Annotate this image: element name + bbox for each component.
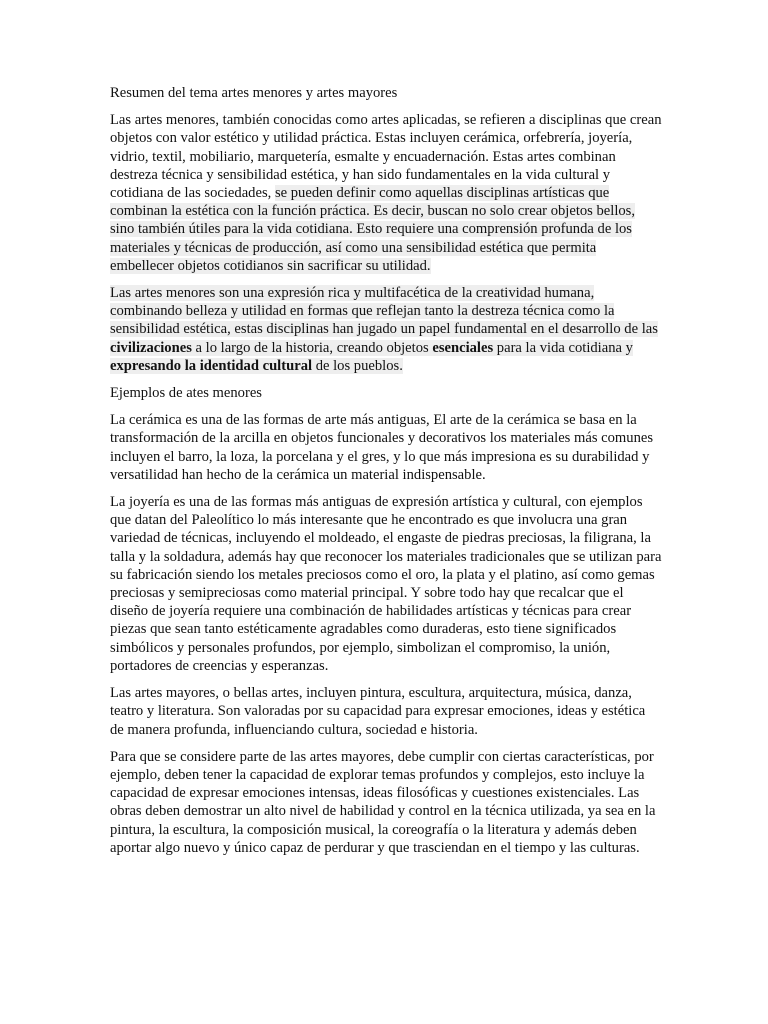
paragraph-ceramica: La cerámica es una de las formas de arte más antiguas, El arte de la cerámica se basa en la transformación de la arcilla en objetos funcionales y decorativos los materiales más comunes incluyen el barro, la loza, la porcelana y el gres, y lo que más impresiona es su durabilidad y versatilidad han hecho de la cerámica un material indispensable. <box>110 412 654 483</box>
paragraph-text-part: Las artes menores son una expresión rica y multifacética de la creatividad humana, combinando belleza y utilidad en formas que reflejan tanto la destreza técnica como la sensibilidad estética, estas disciplinas han jugado un papel fundamental en el desarrollo de las <box>110 285 658 338</box>
bold-term-identidad-cultural: expresando la identidad cultural <box>110 357 313 374</box>
section-heading-ejemplos: Ejemplos de ates menores <box>110 385 262 402</box>
bold-term-civilizaciones: civilizaciones <box>110 339 192 356</box>
paragraph-artes-menores-expresion <box>110 284 662 375</box>
paragraph-text: Las artes menores, también conocidas como artes aplicadas, se refieren a disciplinas que crean objetos con valor estético y utilidad práctica. Estas incluyen cerámica, orfebrería, joyería, vidrio, textil, mobiliario, marquetería, esmalte y encuadernación. Estas artes combinan destreza técnica y sensibilidad estética, y han sido fundamentales en la vida cultural y cotidiana de las sociedades, <box>110 112 662 202</box>
document-title: Resumen del tema artes menores y artes mayores <box>110 85 398 101</box>
bold-term-esenciales: esenciales <box>432 339 494 356</box>
paragraph-caracteristicas: Para que se considere parte de las artes mayores, debe cumplir con ciertas características, por ejemplo, deben tener la capacidad de explorar temas profundos y complejos, esto incluye la capacidad de expresar emociones intensas, ideas filosóficas y cuestiones existenciales. Las obras deben demostrar un alto nivel de habilidad y control en la técnica utilizada, ya sea en la pintura, la escultura, la composición musical, la coreografía o la literatura y además deben aportar algo nuevo y único capaz de perdurar y que trasciendan en el tiempo y las culturas. <box>110 748 656 856</box>
paragraph-text-part: para la vida cotidiana y <box>493 339 633 356</box>
paragraph-joyeria: La joyería es una de las formas más antiguas de expresión artística y cultural, con ejemplos que datan del Paleolítico lo más interesante que he encontrado es que involucra una gran variedad de técnicas, incluyendo el moldeado, el engaste de piedras preciosas, la filigrana, la talla y la soldadura, además hay que reconocer los materiales tradicionales que se utilizan para su fabricación siendo los metales preciosos como el oro, la plata y el platino, así como gemas preciosas y semipreciosas como material principal. Y sobre todo hay que recalcar que el diseño de joyería requiere una combinación de habilidades artísticas y técnicas para crear piezas que sean tanto estéticamente agradables como duraderas, esto tiene significados simbólicos y personales profundos, por ejemplo, simbolizan el compromiso, la unión, portadores de creencias y esperanzas. <box>110 494 662 674</box>
document-page <box>110 84 662 866</box>
paragraph-text-part: de los pueblos. <box>312 357 403 374</box>
paragraph-artes-mayores: Las artes mayores, o bellas artes, incluyen pintura, escultura, arquitectura, música, danza, teatro y literatura. Son valoradas por su capacidad para expresar emociones, ideas y estética de manera profunda, influenciando cultura, sociedad e historia. <box>110 685 646 738</box>
paragraph-text-part: a lo largo de la historia, creando objetos <box>191 339 433 356</box>
highlighted-text: se pueden definir como aquellas disciplinas artísticas que combinan la estética con la función práctica. Es decir, buscan no solo crear objetos bellos, sino también útiles para la vida cotidiana. Esto requiere una comprensión profunda de los materiales y técnicas de producción, así como una sensibilidad estética que permita embellecer objetos cotidianos sin sacrificar su utilidad. <box>110 185 636 274</box>
paragraph-artes-menores-definicion <box>110 111 662 275</box>
